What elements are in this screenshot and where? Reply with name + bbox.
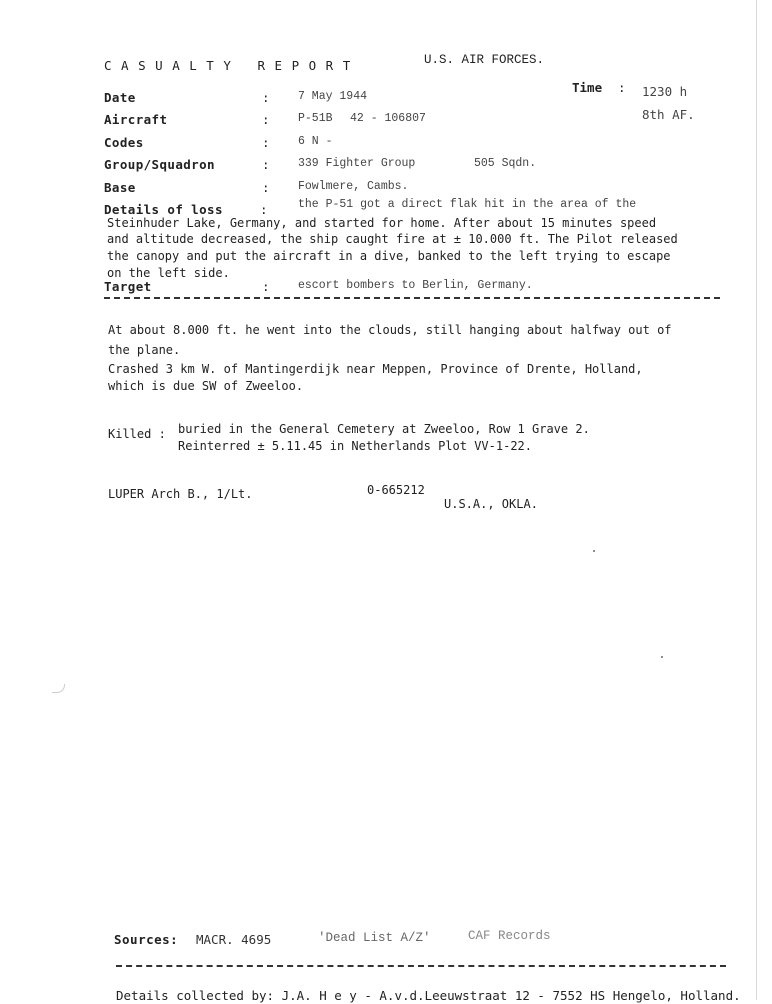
- field-target: [104, 279, 744, 295]
- field-base: [104, 180, 744, 196]
- target-label: Target: [104, 279, 152, 294]
- field-date: [104, 90, 744, 106]
- report-org: U.S. AIR FORCES.: [424, 53, 545, 67]
- group-value: 339 Fighter Group: [298, 157, 416, 170]
- field-aircraft: [104, 112, 744, 128]
- footer-divider: [116, 965, 726, 967]
- colon: :: [260, 202, 268, 217]
- colon: :: [262, 112, 270, 127]
- section-divider: [104, 297, 720, 299]
- speck: [593, 550, 595, 552]
- colon: :: [262, 180, 270, 195]
- page-edge: [756, 0, 757, 1000]
- killed-line-1: buried in the General Cemetery at Zweeloo, Row 1 Grave 2.: [178, 422, 590, 436]
- pilot-home: U.S.A., OKLA.: [444, 497, 538, 511]
- crash-line-1: Crashed 3 km W. of Mantingerdijk near Meppen, Province of Drente, Holland,: [108, 362, 643, 376]
- footer-collected-by: Details collected by: J.A. H e y - A.v.d.Leeuwstraat 12 - 7552 HS Hengelo, Holland.: [116, 988, 741, 1003]
- killed-label: Killed :: [108, 427, 166, 441]
- report-title: C A S U A L T Y R E P O R T: [104, 58, 352, 73]
- squadron-value: 505 Sqdn.: [474, 157, 537, 170]
- crash-line-2: which is due SW of Zweeloo.: [108, 379, 304, 393]
- pilot-serial: 0-665212: [367, 483, 425, 497]
- time-label: Time: [572, 80, 603, 95]
- source-dead-list: 'Dead List A/Z': [318, 931, 431, 945]
- date-value: 7 May 1944: [298, 90, 368, 103]
- aircraft-value: P-51B: [298, 112, 333, 125]
- sources-label: Sources:: [114, 932, 179, 947]
- source-macr: MACR. 4695: [196, 932, 272, 947]
- group-label: Group/Squadron: [104, 157, 215, 172]
- colon: :: [262, 157, 270, 172]
- details-line-3: and altitude decreased, the ship caught fire at ± 10.000 ft. The Pilot released: [107, 232, 678, 246]
- field-group-squadron: [104, 157, 744, 173]
- aircraft-label: Aircraft: [104, 112, 168, 127]
- colon: :: [262, 135, 270, 150]
- time-value: 1230 h: [642, 84, 688, 99]
- codes-value: 6 N -: [298, 135, 333, 148]
- base-label: Base: [104, 180, 136, 195]
- target-value: escort bombers to Berlin, Germany.: [298, 279, 533, 292]
- source-caf-records: CAF Records: [468, 929, 551, 943]
- details-line-4: the canopy and put the aircraft in a dive, banked to the left trying to escape: [107, 249, 671, 263]
- base-value: Fowlmere, Cambs.: [298, 180, 409, 193]
- codes-label: Codes: [104, 135, 144, 150]
- narrative-line-2: the plane.: [108, 343, 181, 357]
- command-value: 8th AF.: [642, 107, 695, 122]
- killed-line-2: Reinterred ± 5.11.45 in Netherlands Plot VV-1-22.: [178, 439, 533, 453]
- details-label: Details of loss: [104, 202, 223, 217]
- pilot-name: LUPER Arch B., 1/Lt.: [108, 487, 253, 501]
- date-label: Date: [104, 90, 136, 105]
- narrative-line-1: At about 8.000 ft. he went into the clouds, still hanging about halfway out of: [108, 323, 672, 337]
- time-colon: :: [618, 80, 626, 95]
- smudge-mark: [52, 684, 65, 693]
- details-line-1: the P-51 got a direct flak hit in the area of the: [298, 198, 637, 211]
- field-codes: [104, 135, 744, 151]
- speck: [661, 656, 663, 658]
- details-line-5: on the left side.: [107, 266, 230, 280]
- details-line-2: Steinhuder Lake, Germany, and started for home. After about 15 minutes speed: [107, 216, 657, 230]
- aircraft-serial: 42 - 106807: [350, 112, 426, 125]
- colon: :: [262, 279, 270, 294]
- colon: :: [262, 90, 270, 105]
